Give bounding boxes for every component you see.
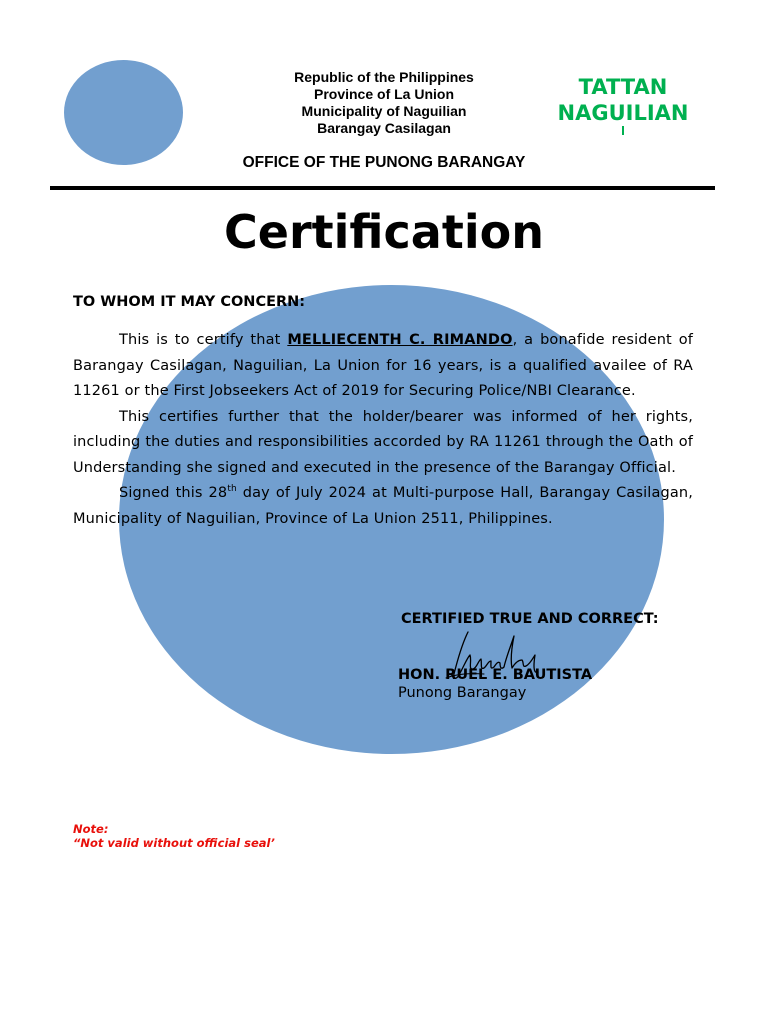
ordinal-suffix: th <box>227 484 237 494</box>
certified-label: CERTIFIED TRUE AND CORRECT: <box>401 611 659 627</box>
document-title: Certification <box>224 205 544 259</box>
header-line-barangay: Barangay Casilagan <box>317 120 451 136</box>
validity-note <box>73 822 275 850</box>
paragraph-certify <box>73 328 693 405</box>
header-line-republic: Republic of the Philippines <box>294 69 474 85</box>
header-line-municipality: Municipality of Naguilian <box>301 103 467 119</box>
letterhead <box>236 69 532 137</box>
salutation: TO WHOM IT MAY CONCERN: <box>73 294 306 310</box>
signatory-name: HON. RUEL E. BAUTISTA <box>398 667 593 683</box>
certificate-body <box>73 328 693 532</box>
p1-rest: , a bonafide resident of Barangay Casilagan, Naguilian, La Union for 16 years, is a qualified availee of RA 11261 or the First Jobseekers Act of 2019 for Securing Police/NBI Clearance. <box>73 332 693 399</box>
p3-intro: Signed this 28 <box>119 485 228 501</box>
office-title: OFFICE OF THE PUNONG BARANGAY <box>242 154 526 171</box>
note-label: Note: <box>73 822 109 836</box>
paragraph-rights: This certifies further that the holder/bearer was informed of her rights, including the duties and responsibilities accorded by RA 11261 through the Oath of Understanding she signed and executed in the presence of the Barangay Official. <box>73 408 693 476</box>
p1-intro: This is to certify that <box>119 332 288 348</box>
resident-name: MELLIECENTH C. RIMANDO <box>287 332 513 348</box>
p3-rest: day of July 2024 at Multi-purpose Hall, Barangay Casilagan, Municipality of Naguilian, Province of La Union 2511, Philippines. <box>73 485 693 527</box>
header-divider <box>50 186 715 190</box>
header-line-province: Province of La Union <box>313 86 454 102</box>
brand-line-1: TATTAN <box>578 75 668 99</box>
barangay-logo <box>64 60 183 165</box>
brand-logo-text <box>540 74 706 135</box>
signatory-position: Punong Barangay <box>398 685 527 701</box>
note-text: “Not valid without official seal’ <box>73 836 275 850</box>
paragraph-signed <box>73 481 693 532</box>
brand-mark <box>622 126 624 135</box>
brand-line-2: NAGUILIAN <box>557 101 689 125</box>
